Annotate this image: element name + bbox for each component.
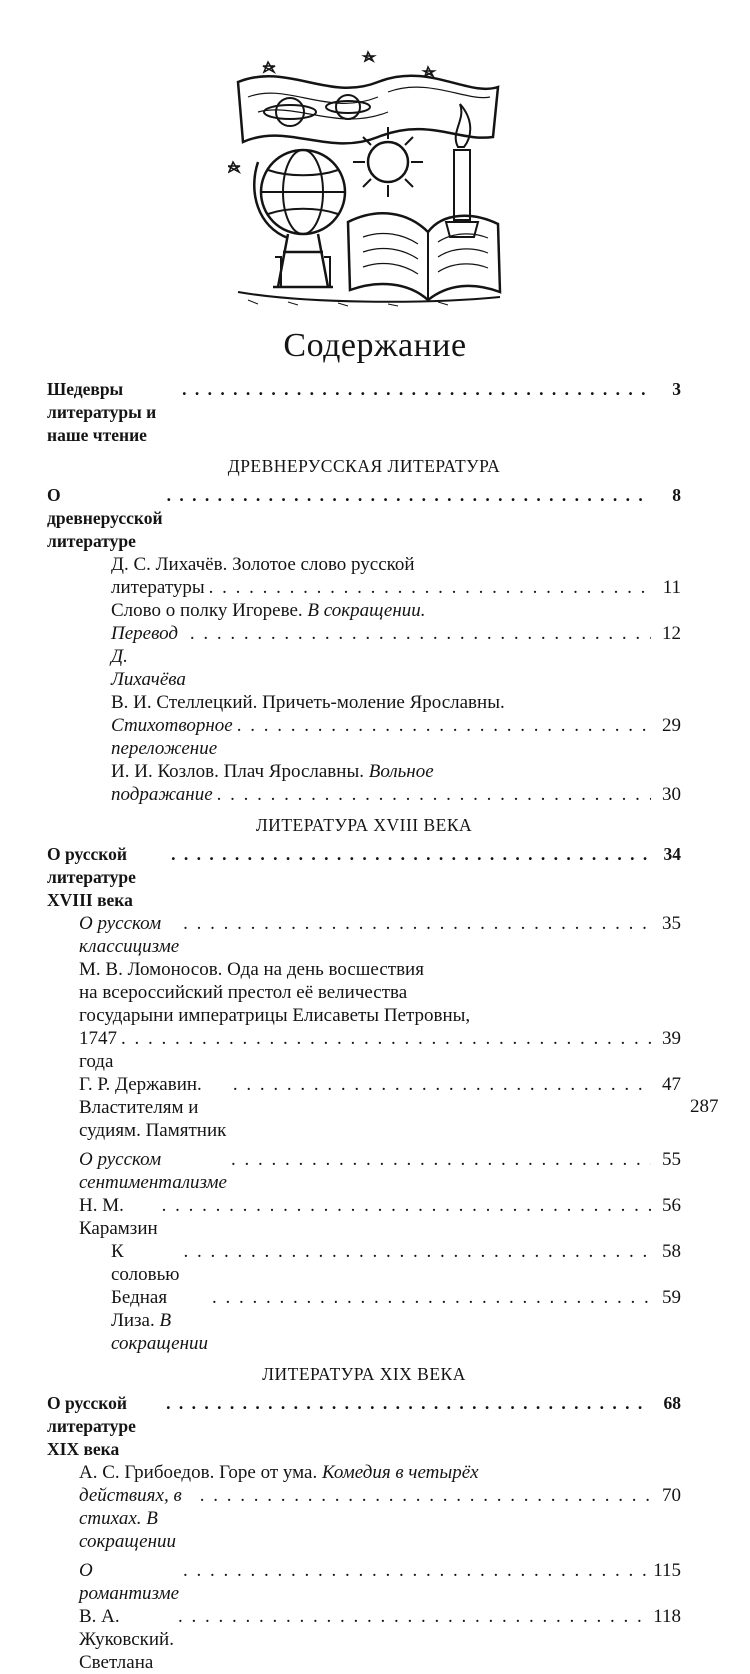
- dot-leader: [183, 1559, 649, 1582]
- entry-page: 59: [662, 1287, 681, 1308]
- entry-page: 118: [653, 1606, 681, 1627]
- entry-title: Г. Р. Державин. Властителям и судиям. Памятник: [79, 1074, 227, 1141]
- entry-title-line: Д. С. Лихачёв. Золотое слово русской: [111, 554, 415, 575]
- toc-entry[interactable]: [47, 1194, 681, 1240]
- entry-title-line: на всероссийский престол её величества: [79, 982, 408, 1003]
- page-title: Содержание: [283, 327, 467, 364]
- entry-title-line: Слово о полку Игореве.: [111, 600, 308, 621]
- toc-entry-intro[interactable]: [47, 378, 681, 447]
- entry-title-line: М. В. Ломоносов. Ода на день восшествия: [79, 959, 424, 980]
- entry-page: 58: [662, 1241, 681, 1262]
- section-heading: ЛИТЕРАТУРА XIX ВЕКА: [262, 1364, 466, 1384]
- toc-entry[interactable]: [47, 691, 681, 760]
- entry-page: 56: [662, 1195, 681, 1216]
- section-heading: ЛИТЕРАТУРА XVIII ВЕКА: [255, 815, 473, 835]
- entry-page: 68: [663, 1393, 681, 1413]
- entry-page: 47: [662, 1074, 681, 1095]
- entry-note: действиях, в стихах. В сокращении: [79, 1485, 182, 1552]
- entry-page: 39: [662, 1028, 681, 1049]
- entry-page: 8: [672, 485, 681, 505]
- entry-page: 29: [662, 715, 681, 736]
- toc-entry[interactable]: [47, 599, 681, 691]
- toc-entry[interactable]: [47, 1286, 681, 1355]
- dot-leader: [217, 783, 651, 806]
- entry-title: Бедная Лиза.: [111, 1287, 168, 1331]
- dot-leader: [212, 1286, 651, 1309]
- dot-leader: [200, 1484, 651, 1507]
- entry-note: Вольное: [368, 761, 434, 782]
- toc-entry[interactable]: [47, 1148, 681, 1194]
- dot-leader: [209, 576, 651, 599]
- toc-entry[interactable]: [47, 1461, 681, 1553]
- entry-title: О русской литературе XVIII века: [47, 844, 136, 910]
- entry-title: Н. М. Карамзин: [79, 1195, 158, 1239]
- section-heading: ДРЕВНЕРУССКАЯ ЛИТЕРАТУРА: [227, 456, 501, 476]
- dot-leader: [190, 622, 651, 645]
- entry-page: 115: [653, 1560, 681, 1581]
- dot-leader: [183, 1240, 651, 1263]
- dot-leader: [233, 1073, 651, 1096]
- entry-title-line: В. И. Стеллецкий. Причеть-моление Ярославны.: [111, 692, 505, 713]
- entry-title: Шедевры литературы и наше чтение: [47, 379, 157, 445]
- toc-entry[interactable]: [47, 958, 681, 1073]
- entry-title: О русской литературе XIX века: [47, 1393, 136, 1459]
- entry-note: Комедия в четырёх: [321, 1462, 479, 1483]
- entry-page: 35: [662, 913, 681, 934]
- entry-page: 3: [672, 379, 681, 399]
- toc-entry[interactable]: [47, 484, 681, 553]
- entry-title-line: И. И. Козлов. Плач Ярославны.: [111, 761, 369, 782]
- entry-title: О русском классицизме: [79, 913, 180, 957]
- toc-entry[interactable]: [47, 843, 681, 912]
- toc-entry[interactable]: [47, 912, 681, 958]
- dot-leader: [178, 1605, 649, 1628]
- table-of-contents: [47, 378, 681, 1674]
- entry-title: О древнерусской литературе: [47, 485, 163, 551]
- dot-leader: [167, 484, 651, 507]
- entry-note: В сокращении.: [307, 600, 426, 621]
- entry-page: 70: [662, 1485, 681, 1506]
- toc-entry[interactable]: [47, 1392, 681, 1461]
- dot-leader: [183, 912, 651, 935]
- page-number: 287: [690, 1096, 719, 1117]
- entry-title-line: А. С. Грибоедов. Горе от ума.: [79, 1462, 322, 1483]
- entry-title-line: государыни императрицы Елисаветы Петровны,: [79, 1005, 471, 1026]
- dot-leader: [237, 714, 651, 737]
- entry-title: О романтизме: [79, 1560, 180, 1604]
- toc-entry[interactable]: [47, 1073, 681, 1142]
- toc-entry[interactable]: [47, 1605, 681, 1674]
- entry-note: Стихотворное переложение: [111, 715, 233, 759]
- entry-title-line: литературы: [111, 577, 205, 598]
- entry-note: В сокращении: [111, 1310, 209, 1354]
- entry-note: Перевод Д. Лихачёва: [111, 623, 186, 690]
- entry-page: 34: [663, 844, 681, 864]
- dot-leader: [121, 1027, 651, 1050]
- dot-leader: [171, 843, 651, 866]
- entry-title-line: 1747 года: [79, 1028, 117, 1072]
- entry-title: О русском сентиментализме: [79, 1149, 227, 1193]
- toc-entry[interactable]: [47, 553, 681, 599]
- entry-note: подражание: [111, 784, 213, 805]
- entry-page: 11: [662, 577, 681, 598]
- dot-leader: [231, 1148, 651, 1171]
- dot-leader: [162, 1194, 651, 1217]
- astronomy-illustration: [228, 42, 508, 310]
- entry-title: К соловью: [111, 1241, 180, 1285]
- entry-page: 55: [662, 1149, 681, 1170]
- toc-entry[interactable]: [47, 1559, 681, 1605]
- toc-entry[interactable]: [47, 1240, 681, 1286]
- dot-leader: [182, 378, 651, 401]
- entry-page: 12: [662, 623, 681, 644]
- toc-entry[interactable]: [47, 760, 681, 806]
- entry-page: 30: [662, 784, 681, 805]
- entry-title: В. А. Жуковский. Светлана: [79, 1606, 174, 1673]
- dot-leader: [166, 1392, 651, 1415]
